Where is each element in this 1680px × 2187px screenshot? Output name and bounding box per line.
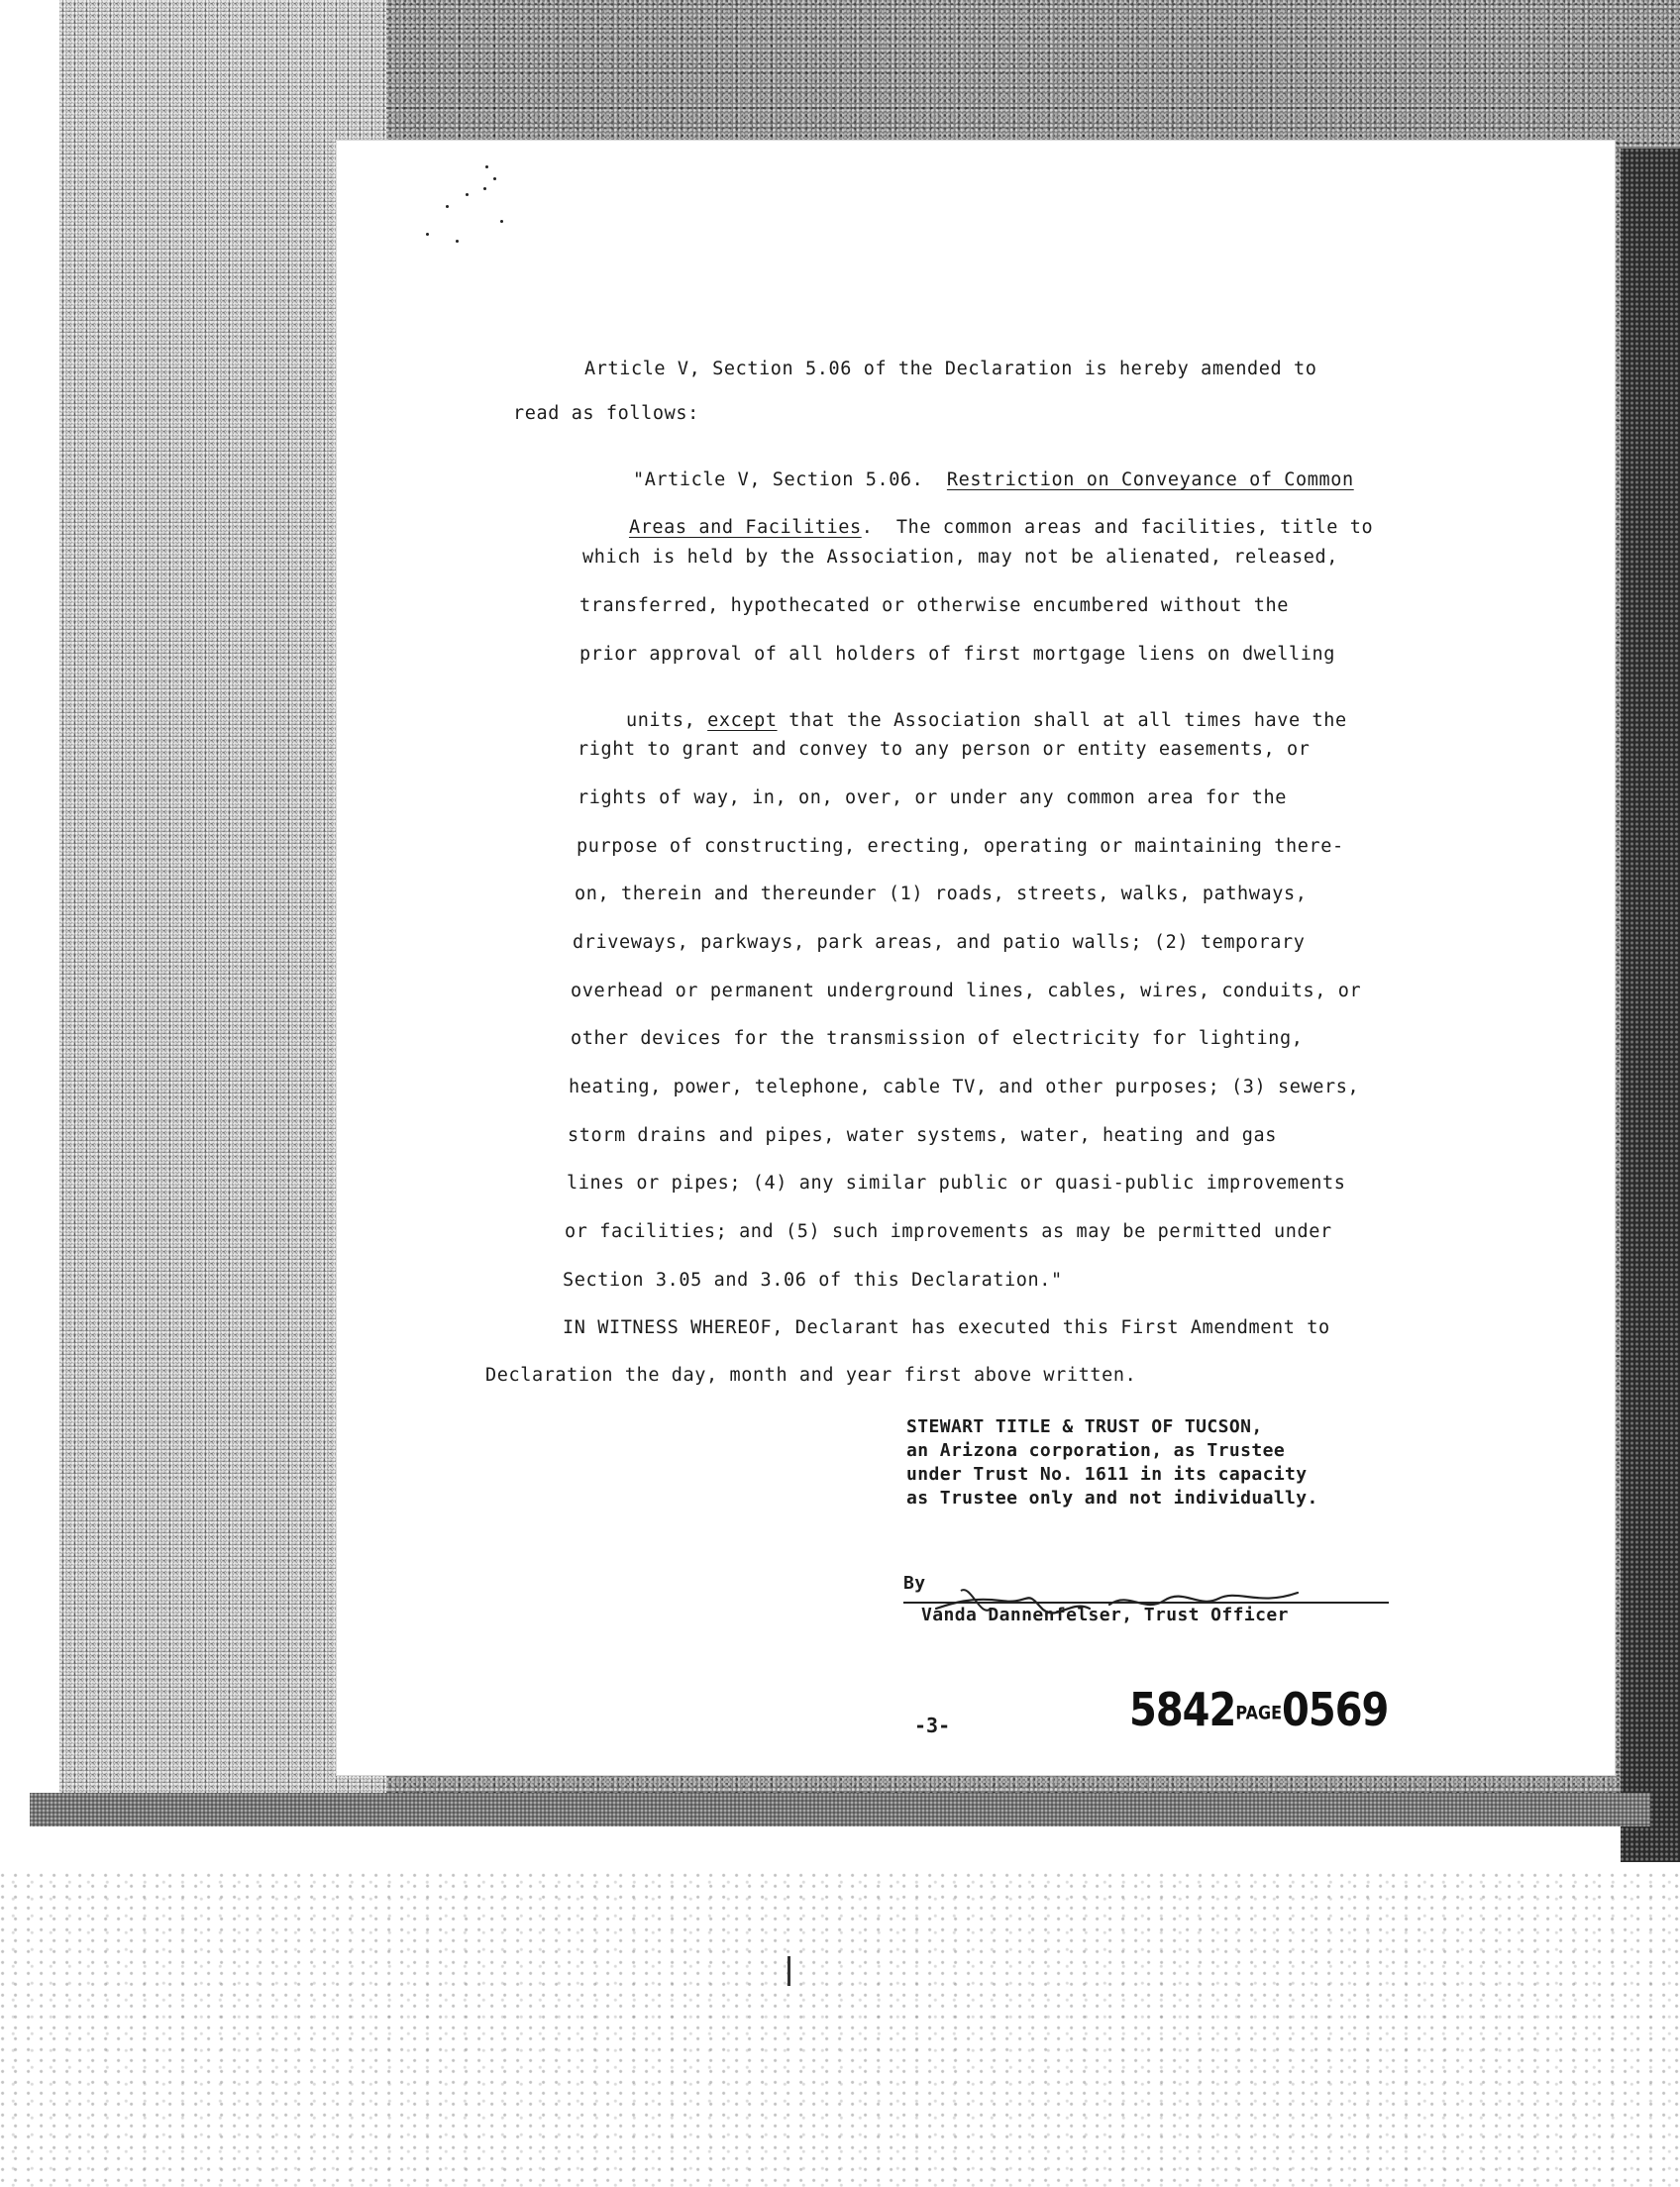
body-line-16: heating, power, telephone, cable TV, and other purposes; (3) sewers,	[569, 1077, 1360, 1097]
body-line-10: rights of way, in, on, over, or under any common area for the	[578, 787, 1288, 808]
body-line-14: overhead or permanent underground lines, cables, wires, conduits, or	[571, 981, 1362, 1001]
body-line-2: read as follows:	[513, 403, 699, 424]
by-label: By	[903, 1573, 926, 1594]
body-line-1: Article V, Section 5.06 of the Declaration is hereby amended to	[584, 359, 1317, 379]
speckle-dots	[406, 165, 525, 245]
body-line-6: transferred, hypothecated or otherwise encumbered without the	[579, 595, 1290, 616]
document-page	[337, 141, 1615, 1775]
except-emphasis: except	[707, 709, 778, 731]
article-label: "Article V, Section 5.06.	[632, 469, 924, 490]
body-line-5: which is held by the Association, may not be alienated, released,	[582, 547, 1338, 568]
body-line-15: other devices for the transmission of electricity for lighting,	[571, 1028, 1304, 1049]
scan-noise-right	[1621, 149, 1680, 1862]
body-line-4: Areas and Facilities. The common areas and facilities, title to	[628, 516, 1374, 538]
section-heading-part-2: Areas and Facilities	[628, 516, 862, 538]
body-line-11: purpose of constructing, erecting, operating or maintaining there-	[577, 836, 1344, 857]
body-line-22: Declaration the day, month and year first above written.	[485, 1365, 1137, 1386]
body-line-18: lines or pipes; (4) any similar public or quasi-public improvements	[567, 1173, 1346, 1194]
body-line-9: right to grant and convey to any person or entity easements, or	[578, 739, 1311, 760]
scan-mark	[788, 1956, 790, 1986]
body-line-21: IN WITNESS WHEREOF, Declarant has executed this First Amendment to	[563, 1317, 1330, 1338]
signer-name: Vanda Dannenfelser, Trust Officer	[921, 1605, 1289, 1625]
scan-noise-bottom-band	[30, 1793, 1650, 1826]
sig-line-1: STEWART TITLE & TRUST OF TUCSON,	[906, 1416, 1263, 1437]
docket-stamp: 5842PAGE0569	[1129, 1684, 1389, 1737]
page-number: -3-	[914, 1714, 951, 1737]
sig-line-2: an Arizona corporation, as Trustee	[906, 1440, 1286, 1461]
scan-noise-bottom-speckle	[0, 1872, 1680, 2187]
body-line-12: on, therein and thereunder (1) roads, streets, walks, pathways,	[575, 884, 1308, 904]
body-line-20: Section 3.05 and 3.06 of this Declaration."	[563, 1270, 1063, 1291]
body-line-13: driveways, parkways, park areas, and patio walls; (2) temporary	[573, 932, 1306, 953]
body-line-19: or facilities; and (5) such improvements as may be permitted under	[565, 1221, 1332, 1242]
body-line-17: storm drains and pipes, water systems, water, heating and gas	[568, 1125, 1278, 1146]
sig-line-3: under Trust No. 1611 in its capacity	[906, 1464, 1308, 1485]
sig-line-4: as Trustee only and not individually.	[906, 1488, 1318, 1509]
signature-underline	[903, 1602, 1389, 1604]
handwritten-signature	[931, 1579, 1308, 1628]
body-line-7: prior approval of all holders of first mortgage liens on dwelling	[579, 644, 1335, 665]
body-line-8: units, except that the Association shall at all times have the	[625, 709, 1347, 731]
section-heading-part-1: Restriction on Conveyance of Common	[946, 469, 1354, 490]
